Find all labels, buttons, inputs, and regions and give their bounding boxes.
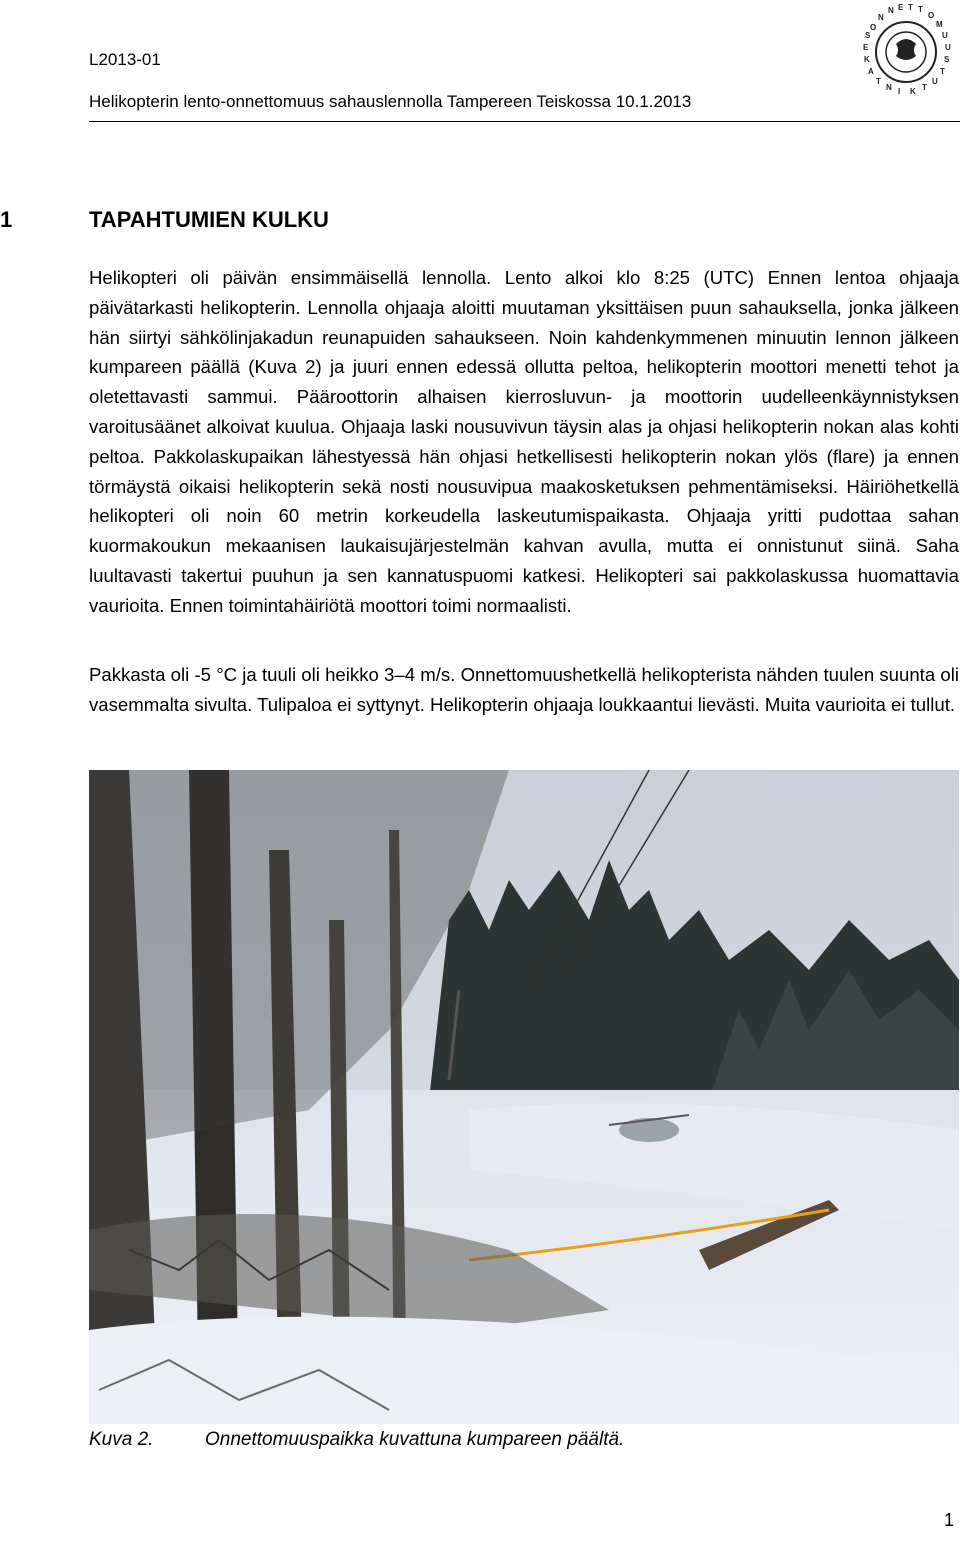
svg-text:S: S <box>865 31 871 40</box>
page-number: 1 <box>943 1510 954 1530</box>
svg-text:N: N <box>888 6 894 15</box>
svg-text:U: U <box>942 31 948 40</box>
svg-text:U: U <box>945 43 951 52</box>
report-code: L2013-01 <box>89 50 161 69</box>
report-title: Helikopterin lento-onnettomuus sahauslennolla Tampereen Teiskossa 10.1.2013 <box>89 92 692 111</box>
section-number: 1 <box>0 207 13 232</box>
svg-text:A: A <box>868 67 874 76</box>
figure-label: Kuva 2. <box>89 1429 154 1450</box>
svg-text:E: E <box>898 3 904 12</box>
accident-site-photo <box>89 770 959 1424</box>
figure-caption: Onnettomuuspaikka kuvattuna kumpareen päältä. <box>205 1429 625 1450</box>
svg-text:T: T <box>918 5 923 14</box>
svg-text:T: T <box>940 67 945 76</box>
svg-text:M: M <box>936 20 943 29</box>
svg-text:I: I <box>898 87 901 96</box>
svg-text:N: N <box>886 83 892 92</box>
agency-seal-logo <box>848 0 960 104</box>
svg-text:N: N <box>878 13 884 22</box>
svg-text:U: U <box>932 77 938 86</box>
svg-text:K: K <box>910 87 916 96</box>
svg-text:T: T <box>876 77 881 86</box>
svg-text:T: T <box>922 83 927 92</box>
header-divider <box>89 121 960 122</box>
svg-text:O: O <box>928 11 935 20</box>
body-paragraph: Pakkasta oli -5 °C ja tuuli oli heikko 3–4 m/s. Onnettomuushetkellä helikopterista nähden tuulen suunta oli vasemmalta sivulta. Tulipaloa ei syttynyt. Helikopterin ohjaaja loukkaantui lievästi. Muita vaurioita ei tullut. <box>89 664 959 715</box>
svg-text:S: S <box>944 55 950 64</box>
section-title: TAPAHTUMIEN KULKU <box>89 207 329 232</box>
body-paragraph: Helikopteri oli päivän ensimmäisellä lennolla. Lento alkoi klo 8:25 (UTC) Ennen lentoa ohjaaja päivätarkasti helikopterin. Lennolla ohjaaja aloitti muutaman yksittäisen puun sahauksella, jonka jälkeen hän siirtyi sähkölinjakadun reunapuiden sahaukseen. Noin kahdenkymmenen minuutin lennon jälkeen kumpareen päällä (Kuva 2) ja juuri ennen edessä ollutta peltoa, helikopterin moottori menetti tehot ja oletettavasti sammui. Pääroottorin alhaisen kierrosluvun- ja moottorin uudelleenkäynnistyksen varoitusäänet alkoivat kuulua. Ohjaaja laski nousuvivun täysin alas ja ohjasi helikopterin nokan alas kohti peltoa. Pakkolaskupaikan lähestyessä hän ohjasi hetkellisesti helikopterin nokan ylös (flare) ja ennen törmäystä oikaisi helikopterin sekä nosti nousuvipua maakosketuksen pehmentämiseksi. Häiriöhetkellä helikopteri oli noin 60 metrin korkeudella laskeutumispaikasta. Ohjaaja yritti pudottaa sahan kuormakoukun mekaanisen laukaisujärjestelmän kahvan avulla, mutta ei onnistunut siinä. Saha luultavasti takertui puuhun ja sen kannatuspuomi katkesi. Helikopteri sai pakkolaskussa huomattavia vaurioita. Ennen toimintahäiriötä moottori toimi normaalisti. <box>89 267 959 616</box>
svg-text:E: E <box>863 43 869 52</box>
svg-text:O: O <box>870 23 877 32</box>
svg-text:K: K <box>864 55 870 64</box>
svg-text:T: T <box>908 3 913 12</box>
